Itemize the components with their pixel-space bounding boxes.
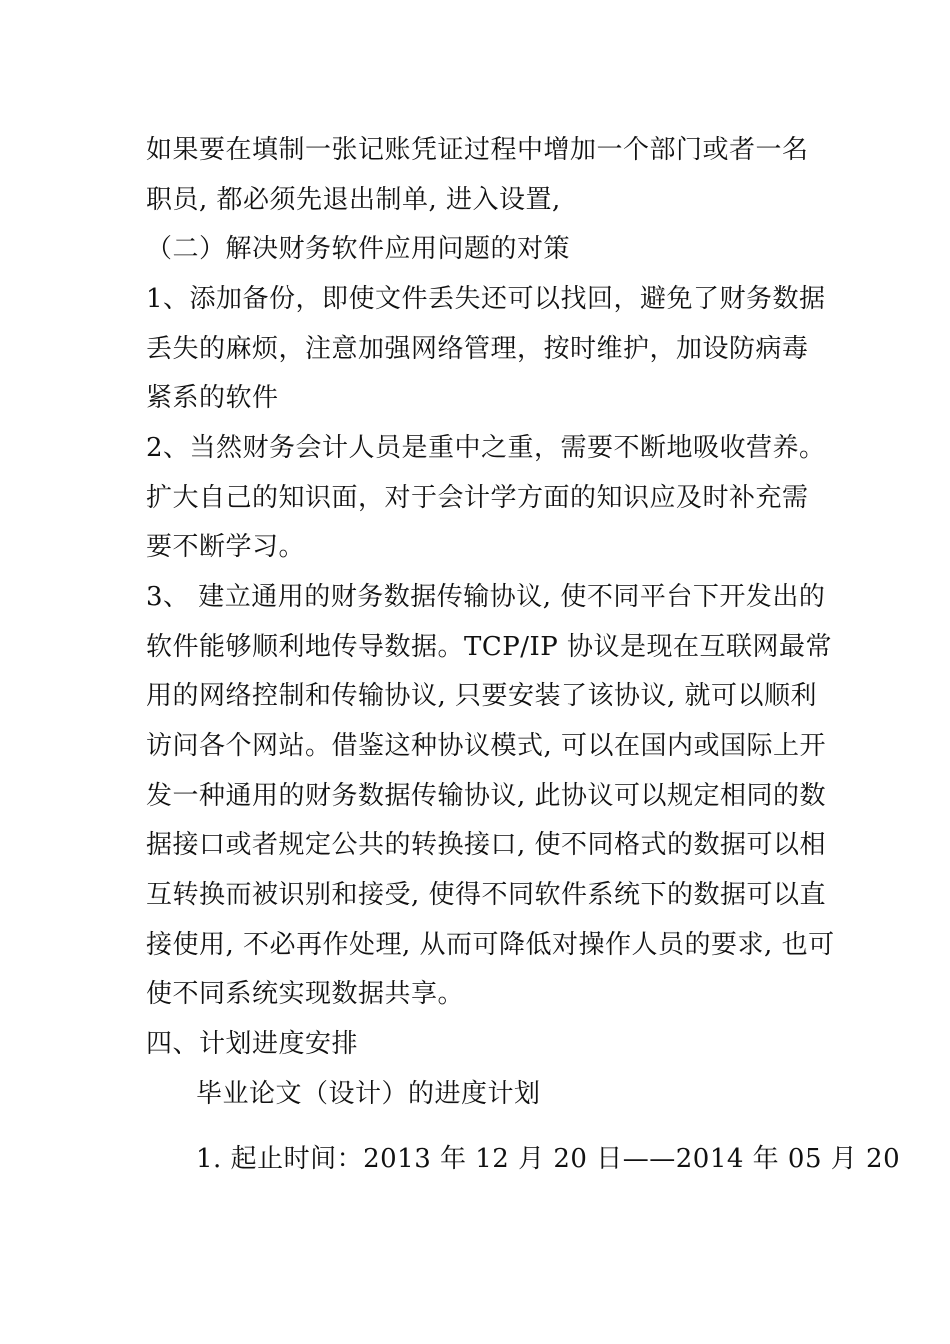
paragraph-line: 如果要在填制一张记账凭证过程中增加一个部门或者一名 — [146, 135, 809, 165]
list-item-line: 发一种通用的财务数据传输协议, 此协议可以规定相同的数 — [146, 781, 827, 811]
sub-heading: 毕业论文（设计）的进度计划 — [196, 1079, 541, 1109]
list-item-line: 用的网络控制和传输协议, 只要安装了该协议, 就可以顺利 — [146, 681, 818, 711]
section-heading: （二）解决财务软件应用问题的对策 — [146, 234, 571, 264]
list-item-line: 要不断学习。 — [146, 532, 306, 562]
list-item-line: 访问各个网站。借鉴这种协议模式, 可以在国内或国际上开 — [146, 731, 827, 761]
section-heading: 四、计划进度安排 — [146, 1029, 359, 1059]
list-item-line: 互转换而被识别和接受, 使得不同软件系统下的数据可以直 — [146, 880, 827, 910]
list-item-line: 使不同系统实现数据共享。 — [146, 979, 465, 1009]
list-item-line: 据接口或者规定公共的转换接口, 使不同格式的数据可以相 — [146, 830, 827, 860]
list-item-line: 扩大自己的知识面，对于会计学方面的知识应及时补充需 — [146, 483, 809, 513]
list-item-line: 3、 建立通用的财务数据传输协议, 使不同平台下开发出的 — [146, 582, 826, 612]
list-item-line: 接使用, 不必再作处理, 从而可降低对操作人员的要求, 也可 — [146, 930, 835, 960]
list-item-line: 1、添加备份，即使文件丢失还可以找回，避免了财务数据 — [146, 284, 826, 314]
list-item-line: 软件能够顺利地传导数据。TCP/IP 协议是现在互联网最常 — [146, 632, 833, 662]
list-item-line: 紧系的软件 — [146, 383, 279, 413]
paragraph-line: 职员, 都必须先退出制单, 进入设置, — [146, 185, 561, 215]
schedule-line: 1. 起止时间：2013 年 12 月 20 日——2014 年 05 月 20 — [196, 1144, 901, 1174]
list-item-line: 丢失的麻烦，注意加强网络管理，按时维护，加设防病毒 — [146, 334, 809, 364]
list-item-line: 2、当然财务会计人员是重中之重，需要不断地吸收营养。 — [146, 433, 826, 463]
